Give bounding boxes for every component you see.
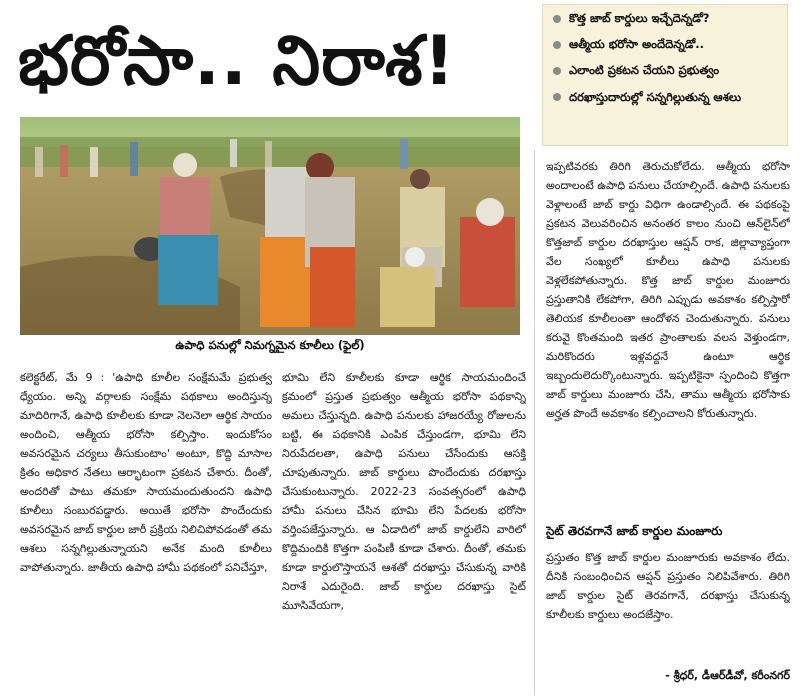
article-column-1 [20,368,272,694]
article-paragraph: భూమి లేని కూలీలకు కూడా ఆర్థిక సాయమందించే క్రమంలో ప్రస్తుత ప్రభుత్వం ఆత్మీయ భరోసా పథకాన్ని అమలు చేస్తున్నది. ఉపాధి పనులకు హాజరయ్యే రోజులను బట్టి, ఈ పథకానికి ఎంపిక చేస్తుండగా, భూమి లేని నిరుపేదలతా, ఉపాధి పనులు చేసేందుకు ఆసక్తి చూపుతున్నారు. జాబ్ కార్డులు పొందేందుకు దరఖాస్తు చేసుకుంటున్నారు. 2022-23 సంవత్సరంలో ఉపాధి హామీ పనులు చేసిన భూమి లేని పేదలకు భరోసా వర్తింపజేస్తున్నారు. ఆ ఏడాదిలో జాబ్ కార్డులేని వారిలో కొద్దిమందికి కొత్తగా పంపిణీ కూడా చేశారు. దీంతో, తమకు కూడా కార్డులొస్తాయనే ఆశతో దరఖాస్తు చేసుకున్న వారికి నిరాశే ఎదురైంది. జాబ్ కార్డుల దరఖాస్తు సైట్ మూసివేయగా, [282,371,526,612]
highlight-text: కొత్త జాబ్ కార్డులు ఇచ్చేదెన్నడో? [569,11,710,25]
article-paragraph: కలెక్టరేట్, మే 9 : 'ఉపాధి కూలీల సంక్షేమమే ప్రభుత్వ ధ్యేయం. అన్ని వర్గాలకు సంక్షేమ పథకాలు అందిస్తున్న మాదిరిగానే, ఉపాధి కూలీలకు కూడా నెలనెలా ఆర్థిక సాయం అందించి, ఆత్మీయ భరోసా కల్పిస్తాం. ఇందుకోసం అవసరమైన చర్యలు తీసుకుంటాం' అంటూ, కొద్ది మాసాల క్రితం అధికార నేతలు ఆర్భాటంగా ప్రకటన చేశారు. దీంతో, అందరితో పాటు తమకూ సాయమందుతుందని ఉపాధి కూలీలు సంబురపడ్డారు. అయితే భరోసా పొందేందుకు అవసరమైన జాబ్ కార్డుల జారీ ప్రక్రియ నిలిచిపోవడంతో తమ ఆశలు సన్నగిల్లుతున్నాయని అనేక మంది కూలీలు వాపోతున్నారు. జాతీయ ఉపాధి హామీ పథకంలో పనిచేస్తూ, [20,371,272,574]
highlight-item [551,37,779,52]
highlight-item [551,89,779,106]
subheading: సైట్ తెరవగానే జాబ్ కార్డుల మంజూరు [546,524,723,538]
bullet-icon [553,93,561,101]
article-column-3 [546,157,790,517]
quote-attribution: - శ్రీధర్, డీఆర్‌డీవో, కరీంనగర్ [665,669,790,682]
article-column-2 [282,368,526,694]
photo-caption: ఉపాధి పనుల్లో నిమగ్నమైన కూలీలు (ఫైల్) [175,338,365,352]
highlights-box [542,4,788,146]
article-column-3-continued [546,548,790,666]
article-paragraph: ప్రస్తుతం కొత్త జాబ్ కార్డుల మంజూరుకు అవకాశం లేదు. దీనికి సంబంధించిన ఆప్షన్ ప్రస్తుతం నిలిపివేశారు. తిరిగి జాబ్ కార్డుల సైట్ తెరవగానే, దరఖాస్తు చేసుకున్న కూలీలకు కార్డులు అందజేస్తాం. [546,551,790,621]
bullet-icon [553,67,561,75]
bullet-icon [553,41,561,49]
article-paragraph: ఇప్పటివరకు తిరిగి తెరుచుకోలేదు. ఆత్మీయ భరోసా అందాలంటే ఉపాధి పనులు చేయాల్సిందే. ఉపాధి పనులకు వెళ్లాలంటే జాబ్ కార్డు విధిగా ఉండాల్సిందే. ఈ పథకంపై ప్రకటన వెలువరించిన అనంతర కాలం నుంచి ఆన్‌లైన్‌లో కొత్తజాబ్ కార్డుల దరఖాస్తుల ఆప్షన్ రాక, జిల్లావ్యాప్తంగా వేల సంఖ్యలో కూలీలు ఉపాధి పనులకు వెళ్లలేకపోతున్నారు. కొత్త జాబ్ కార్డుల మంజూరు ప్రస్తుతానికి లేకపోగా, తిరిగి ఎప్పుడు అవకాశం కల్పిస్తారో తెలియక కూలీలంతా ఆందోళన చెందుతున్నారు. పనులు కరువై కొంతమంది ఇతర ప్రాంతాలకు వలస వెళ్తుండగా, మరికొందరు ఇళ్లవద్దనే ఉంటూ ఆర్థిక ఇబ్బందులెదుర్కొంటున్నారు. ఇప్పటికైనా స్పందించి కొత్తగా జాబ్ కార్డులు మంజూరు చేసి, తాము ఆత్మీయ భరోసాకు అర్హత పొందే అవకాశం కల్పించాలని కోరుతున్నారు. [546,160,790,420]
column-divider [534,150,535,695]
bullet-icon [553,15,561,23]
field-workers-illustration [20,117,520,335]
highlight-item [551,63,779,78]
highlight-text: దరఖాస్తుదారుల్లో సన్నగిల్లుతున్న ఆశలు [569,90,742,104]
highlight-text: ఎలాంటి ప్రకటన చేయని ప్రభుత్వం [569,63,720,77]
highlight-item [551,11,779,26]
headline: భరోసా.. నిరాశ! [18,22,456,101]
highlight-text: ఆత్మీయ భరోసా అందేదెన్నడో.. [569,37,705,51]
news-photo [20,117,520,335]
